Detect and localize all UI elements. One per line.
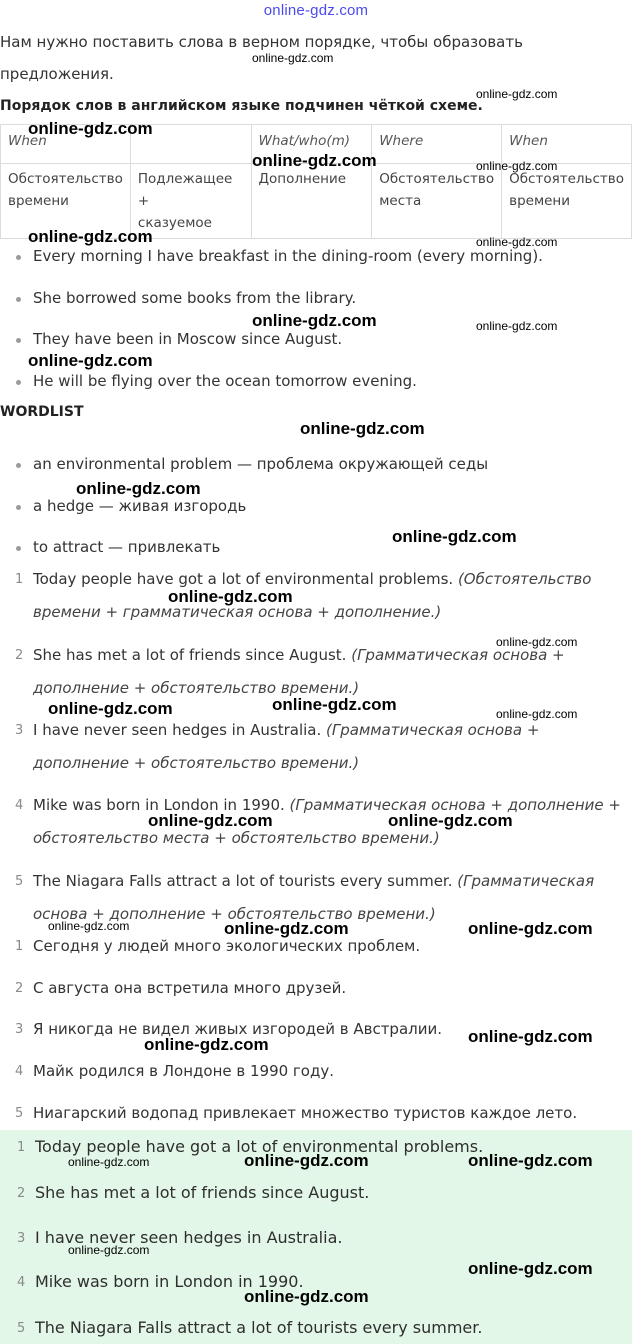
table-header-cell: When xyxy=(502,125,632,164)
answer-note: дополнение + обстоятельство времени.) xyxy=(33,754,360,772)
final-number: 2 xyxy=(17,1186,26,1201)
watermark: online-gdz.com xyxy=(392,527,517,546)
wordlist-item: an environmental problem — проблема окружающей седы xyxy=(16,455,488,473)
table-cell: Обстоятельство времени xyxy=(1,164,131,239)
final-line: The Niagara Falls attract a lot of tourists every summer. xyxy=(35,1318,483,1337)
watermark: online-gdz.com xyxy=(388,811,513,830)
answer-note: дополнение + обстоятельство времени.) xyxy=(33,679,360,697)
watermark: online-gdz.com xyxy=(224,919,349,938)
watermark: online-gdz.com xyxy=(168,587,293,606)
translation-line: С августа она встретила много друзей. xyxy=(33,979,347,997)
translation-number: 4 xyxy=(15,1064,24,1079)
answer-number: 4 xyxy=(15,798,24,813)
watermark: online-gdz.com xyxy=(28,227,153,246)
answer-note: обстоятельство места + обстоятельство времени.) xyxy=(33,829,440,847)
watermark: online-gdz.com xyxy=(496,635,578,649)
watermark: online-gdz.com xyxy=(252,311,377,330)
watermark: online-gdz.com xyxy=(48,919,130,933)
watermark: online-gdz.com xyxy=(244,1151,369,1170)
answer-line: Mike was born in London in 1990. (Грамматическая основа + дополнение + xyxy=(33,796,621,814)
rule-heading: Порядок слов в английском языке подчинен чёткой схеме. xyxy=(0,98,483,114)
final-line: Today people have got a lot of environmental problems. xyxy=(35,1137,484,1156)
table-header-cell: What/who(m) xyxy=(251,125,372,164)
translation-number: 3 xyxy=(15,1022,24,1037)
table-cell: Обстоятельство места xyxy=(372,164,502,239)
watermark: online-gdz.com xyxy=(300,419,425,438)
answer-note: основа + дополнение + обстоятельство времени.) xyxy=(33,905,436,923)
watermark: online-gdz.com xyxy=(148,811,273,830)
watermark: online-gdz.com xyxy=(468,1259,593,1278)
intro-line-1: Нам нужно поставить слова в верном порядке, чтобы образовать xyxy=(0,33,523,51)
watermark: online-gdz.com xyxy=(468,1027,593,1046)
watermark: online-gdz.com xyxy=(48,699,173,718)
table-cell: Дополнение xyxy=(251,164,372,239)
answer-line: Today people have got a lot of environmental problems. (Обстоятельство xyxy=(33,570,592,588)
wordlist-item: to attract — привлекать xyxy=(16,538,220,556)
wordlist-item: a hedge — живая изгородь xyxy=(16,497,246,515)
table-header-cell: When xyxy=(1,125,131,164)
watermark: online-gdz.com xyxy=(68,1155,150,1169)
translation-line: Майк родился в Лондоне в 1990 году. xyxy=(33,1062,335,1080)
watermark: online-gdz.com xyxy=(272,695,397,714)
wordlist-title: WORDLIST xyxy=(0,404,84,420)
answer-line: I have never seen hedges in Australia. (Грамматическая основа + xyxy=(33,721,540,739)
example-item: Every morning I have breakfast in the dining-room (every morning). xyxy=(16,247,543,265)
watermark: online-gdz.com xyxy=(68,1243,150,1257)
example-item: He will be flying over the ocean tomorrow evening. xyxy=(16,372,417,390)
watermark: online-gdz.com xyxy=(28,351,153,370)
watermark: online-gdz.com xyxy=(468,919,593,938)
example-item: They have been in Moscow since August. xyxy=(16,330,342,348)
final-line: Mike was born in London in 1990. xyxy=(35,1272,304,1291)
watermark: online-gdz.com xyxy=(252,151,377,170)
word-order-table xyxy=(0,124,632,239)
table-cell: Подлежащее + сказуемое xyxy=(130,164,251,239)
watermark: online-gdz.com xyxy=(476,235,558,249)
translation-number: 5 xyxy=(15,1106,24,1121)
watermark: online-gdz.com xyxy=(496,707,578,721)
final-line: I have never seen hedges in Australia. xyxy=(35,1228,343,1247)
translation-line: Ниагарский водопад привлекает множество туристов каждое лето. xyxy=(33,1104,578,1122)
watermark: online-gdz.com xyxy=(476,87,558,101)
answer-number: 3 xyxy=(15,723,24,738)
translation-number: 2 xyxy=(15,981,24,996)
final-number: 3 xyxy=(17,1231,26,1246)
answer-number: 5 xyxy=(15,874,24,889)
answer-line: She has met a lot of friends since August. (Грамматическая основа + xyxy=(33,646,565,664)
intro-line-2: предложения. xyxy=(0,65,114,83)
translation-line: Я никогда не видел живых изгородей в Австралии. xyxy=(33,1020,442,1038)
table-cell: Обстоятельство времени xyxy=(502,164,632,239)
answer-line: The Niagara Falls attract a lot of tourists every summer. (Грамматическая xyxy=(33,872,595,890)
watermark-header[interactable]: online-gdz.com xyxy=(263,2,369,19)
final-line: She has met a lot of friends since August. xyxy=(35,1183,370,1202)
answer-number: 1 xyxy=(15,572,24,587)
answer-note: времени + грамматическая основа + дополнение.) xyxy=(33,603,442,621)
table-header-cell: Where xyxy=(372,125,502,164)
watermark: online-gdz.com xyxy=(468,1151,593,1170)
watermark: online-gdz.com xyxy=(28,119,153,138)
watermark: online-gdz.com xyxy=(252,51,334,65)
example-item: She borrowed some books from the library. xyxy=(16,289,356,307)
translation-number: 1 xyxy=(15,939,24,954)
translation-line: Сегодня у людей много экологических проблем. xyxy=(33,937,421,955)
answer-number: 2 xyxy=(15,648,24,663)
final-number: 4 xyxy=(17,1275,26,1290)
final-number: 1 xyxy=(17,1140,26,1155)
watermark: online-gdz.com xyxy=(476,159,558,173)
watermark: online-gdz.com xyxy=(76,479,201,498)
watermark: online-gdz.com xyxy=(244,1287,369,1306)
watermark: online-gdz.com xyxy=(476,319,558,333)
final-number: 5 xyxy=(17,1321,26,1336)
watermark: online-gdz.com xyxy=(144,1035,269,1054)
